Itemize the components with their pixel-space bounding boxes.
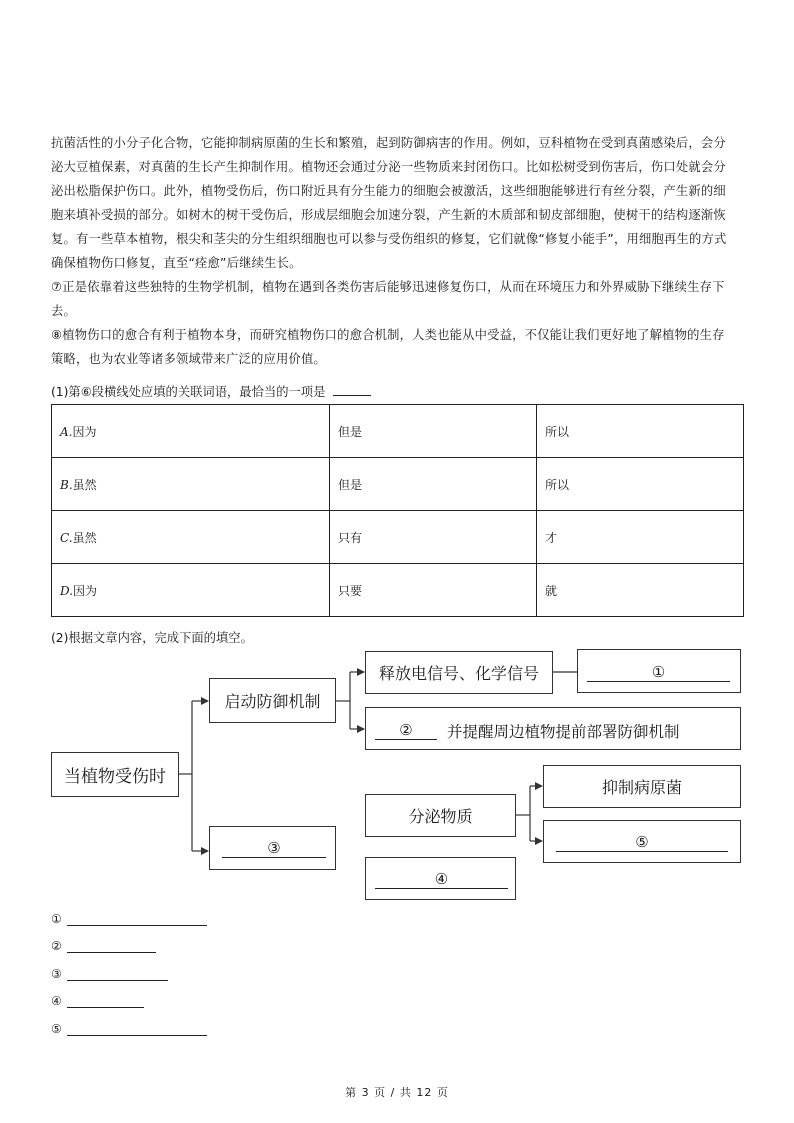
paragraph-line: 确保植物伤口修复，直至“痊愈”后继续生长。 <box>51 256 302 270</box>
secrete-box: 分泌物质 <box>365 794 516 837</box>
paragraph-line: ⑧植物伤口的愈合有利于植物本身，而研究植物伤口的愈合机制，人类也能从中受益，不仅能让我们更好地了解植物的生存 <box>51 328 725 342</box>
inhibit-box: 抑制病原菌 <box>543 765 741 808</box>
option-cell: B.虽然 <box>52 458 330 511</box>
answer-line-4[interactable]: ④ <box>51 994 144 1008</box>
option-cell: 才 <box>537 511 744 564</box>
blank-2-line[interactable]: ② <box>375 721 437 740</box>
option-cell: 所以 <box>537 405 744 458</box>
blank-5-line[interactable]: ⑤ <box>556 833 728 852</box>
page-footer: 第 3 页 / 共 12 页 <box>345 1086 449 1099</box>
paragraph-line: 泌出松脂保护伤口。此外，植物受伤后，伤口附近具有分生能力的细胞会被激活，这些细胞能够进行有丝分裂，产生新的细 <box>51 184 726 198</box>
option-cell: A.因为 <box>52 405 330 458</box>
question-1-prompt: (1)第⑥段横线处应填的关联词语，最恰当的一项是 <box>51 382 371 400</box>
defense-box: 启动防御机制 <box>209 678 336 723</box>
paragraph-line: 去。 <box>51 304 76 318</box>
paragraph-line: 复。有一些草本植物，根尖和茎尖的分生组织细胞也可以参与受伤组织的修复，它们就像“修复小能手”，用细胞再生的方式 <box>51 232 727 246</box>
blank-3-line[interactable]: ③ <box>222 839 326 858</box>
option-cell: D.因为 <box>52 564 330 617</box>
answer-line-3[interactable]: ③ <box>51 967 168 981</box>
signals-box: 释放电信号、化学信号 <box>365 651 553 694</box>
option-cell: 但是 <box>330 405 537 458</box>
root-box: 当植物受伤时 <box>51 752 179 797</box>
blank-1-line[interactable]: ① <box>587 663 730 682</box>
warn-text: 并提醒周边植物提前部署防御机制 <box>447 723 680 741</box>
paragraph-line: 抗菌活性的小分子化合物，它能抑制病原菌的生长和繁殖，起到防御病害的作用。例如，豆科植物在受到真菌感染后，会分 <box>51 136 726 150</box>
paragraph-line: ⑦正是依靠着这些独特的生物学机制，植物在遇到各类伤害后能够迅速修复伤口，从而在环境压力和外界威胁下继续生存下 <box>51 280 725 294</box>
paragraph-line: 策略，也为农业等诸多领域带来广泛的应用价值。 <box>51 352 326 366</box>
option-cell: C.虽然 <box>52 511 330 564</box>
answer-line-2[interactable]: ② <box>51 939 156 953</box>
option-cell: 只要 <box>330 564 537 617</box>
question-2-prompt: (2)根据文章内容，完成下面的填空。 <box>51 631 253 645</box>
option-cell: 所以 <box>537 458 744 511</box>
blank-4-line[interactable]: ④ <box>375 870 508 889</box>
option-cell: 就 <box>537 564 744 617</box>
option-cell: 但是 <box>330 458 537 511</box>
answer-line-1[interactable]: ① <box>51 912 207 926</box>
option-cell: 只有 <box>330 511 537 564</box>
paragraph-line: 泌大豆植保素，对真菌的生长产生抑制作用。植物还会通过分泌一些物质来封闭伤口。比如松树受到伤害后，伤口处就会分 <box>51 160 726 174</box>
answer-line-5[interactable]: ⑤ <box>51 1022 207 1036</box>
paragraph-line: 胞来填补受损的部分。如树木的树干受伤后，形成层细胞会加速分裂，产生新的木质部和韧皮部细胞，使树干的结构逐渐恢 <box>51 208 726 222</box>
